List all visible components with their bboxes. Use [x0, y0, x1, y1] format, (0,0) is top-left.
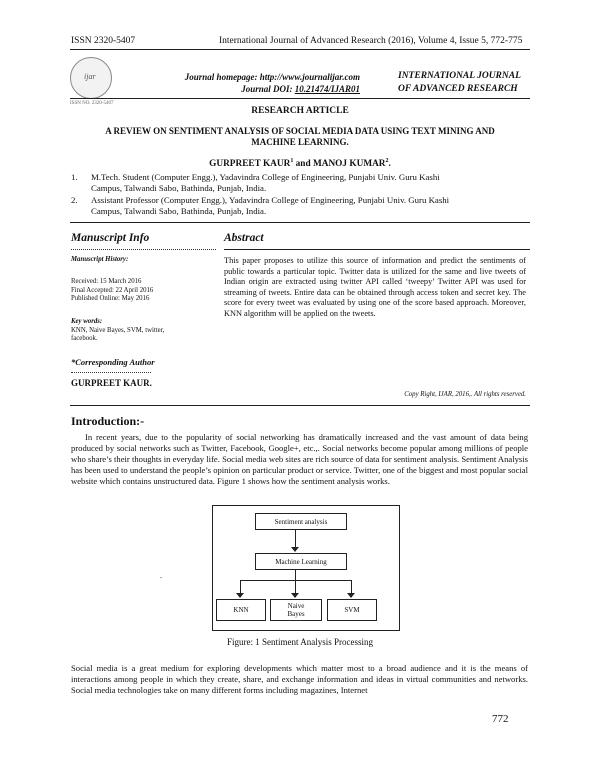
author-2-sup: 2	[385, 158, 389, 164]
journal-name-line1: INTERNATIONAL JOURNAL	[398, 71, 521, 81]
author-conjunction: and	[293, 159, 313, 170]
keywords-heading: Key words:	[71, 318, 103, 325]
affiliation-2-line1: Assistant Professor (Computer Engg.), Yadavindra College of Engineering, Punjabi Univ. Guru Kashi	[91, 195, 450, 205]
author-1: GURPREET KAUR	[209, 159, 291, 170]
manuscript-info-dotted-rule	[71, 249, 216, 250]
author-1-sup: 1	[290, 158, 294, 164]
keywords-line1: KNN, Naive Bayes, SVM, twitter,	[71, 326, 165, 334]
journal-citation-header: International Journal of Advanced Research (2016), Volume 4, Issue 5, 772-775	[219, 36, 523, 46]
article-title-line1: A REVIEW ON SENTIMENT ANALYSIS OF SOCIAL MEDIA DATA USING TEXT MINING AND	[105, 126, 495, 136]
affiliation-2	[91, 195, 531, 217]
arrow-ml-down-shaft	[295, 569, 296, 580]
copyright-notice: Copy Right, IJAR, 2016,. All rights reserved.	[404, 391, 526, 398]
doi-label: Journal DOI:	[241, 84, 295, 94]
affiliation-1-line1: M.Tech. Student (Computer Engg.), Yadavindra College of Engineering, Punjabi Univ. Guru Kashi	[91, 172, 440, 182]
figure-caption: Figure: 1 Sentiment Analysis Processing	[227, 637, 373, 647]
arrow-down-icon	[291, 593, 299, 598]
issn-header: ISSN 2320-5407	[71, 36, 136, 46]
box-machine-learning: Machine Learning	[255, 553, 347, 570]
article-title-line2: MACHINE LEARNING.	[251, 137, 349, 147]
box-naive-bayes-line1: Naive	[287, 602, 305, 610]
section-rule-top	[70, 222, 530, 223]
affiliation-1-number: 1.	[71, 172, 78, 182]
introduction-heading: Introduction:-	[71, 414, 145, 428]
logo-text: ijar	[84, 72, 96, 81]
masthead-rule	[70, 98, 530, 99]
manuscript-info-heading: Manuscript Info	[71, 232, 150, 244]
stray-mark: .	[160, 571, 162, 580]
received-date: Received: 15 March 2016	[71, 278, 142, 285]
introduction-paragraph: In recent years, due to the popularity of social networking has dramatically increased and the vast amount of data being produced by social networks such as Twitter, Facebook, Google+, etc.,. Social networks become popular among millions of people who share’s their thoughts in everyday life. Social media web sites are rich source of data for sentiment analysis. Sentiment Analysis has been used to understand the people’s opinion on particular product or service. Twitter, one of the biggest and most popular social website which contains unstructured data. Figure 1 shows how the sentiment analysis works.	[71, 432, 528, 486]
author-line	[60, 158, 540, 169]
branch-knn-shaft	[240, 580, 241, 594]
article-type: RESEARCH ARTICLE	[251, 106, 349, 116]
box-knn: KNN	[216, 599, 266, 621]
box-naive-bayes-line2: Bayes	[287, 610, 305, 618]
header-rule	[70, 49, 530, 50]
arrow-down-icon	[347, 593, 355, 598]
journal-homepage: Journal homepage: http://www.journalijar.com	[184, 72, 360, 82]
arrow-sentiment-to-ml-shaft	[295, 529, 296, 549]
arrow-down-icon	[291, 547, 299, 552]
branch-svm-shaft	[351, 580, 352, 594]
author-end: .	[388, 159, 391, 170]
closing-paragraph: Social media is a great medium for exploring developments which matter most to a broad audience and it is the means of interactions among people in which they create, share, and exchange information and ideas in virtual communities and networks. Social media technologies take on many different forms including magazines, Internet	[71, 663, 528, 695]
final-accepted-date: Final Accepted: 22 April 2016	[71, 286, 154, 294]
affiliation-1	[91, 172, 531, 194]
journal-name-line2: OF ADVANCED RESEARCH	[398, 84, 518, 94]
corresponding-author-heading: *Corresponding Author	[71, 357, 155, 367]
corresponding-dotted-rule	[71, 372, 151, 373]
box-sentiment-analysis: Sentiment analysis	[255, 513, 347, 530]
page-number: 772	[492, 713, 509, 725]
author-2: MANOJ KUMAR	[312, 159, 386, 170]
section-rule-bottom	[70, 405, 530, 406]
box-svm: SVM	[327, 599, 377, 621]
keywords-line2: facebook.	[71, 335, 98, 342]
box-naive-bayes	[270, 599, 322, 621]
abstract-rule	[224, 249, 530, 250]
doi-link[interactable]: 10.21474/IJAR01	[294, 84, 360, 94]
abstract-heading: Abstract	[224, 232, 264, 244]
affiliation-2-number: 2.	[71, 195, 78, 205]
manuscript-history-heading: Manuscript History:	[71, 256, 129, 263]
corresponding-author-name: GURPREET KAUR.	[71, 378, 152, 388]
logo-issn: ISSN NO. 2320-5407	[70, 101, 114, 106]
affiliation-2-line2: Campus, Talwandi Sabo, Bathinda, Punjab, India.	[91, 206, 267, 216]
published-date: Published Online: May 2016	[71, 295, 150, 302]
arrow-down-icon	[236, 593, 244, 598]
branch-nb-shaft	[295, 580, 296, 594]
abstract-text: This paper proposes to utilize this source of information and predict the sentiments of public towards a particular topic. Twitter data is utilized for the same and live tweets of Indian origin are extracted using twitter API called ‘tweepy’ Twitter API was used for streaming of tweets. Entire data can be obtained through access token and secret key. The score for every tweet was evaluated by using one of the score based approach. Moreover, KNN algorithm will be applied on the tweets.	[224, 256, 526, 318]
journal-doi	[160, 84, 360, 94]
affiliation-1-line2: Campus, Talwandi Sabo, Bathinda, Punjab, India.	[91, 183, 267, 193]
